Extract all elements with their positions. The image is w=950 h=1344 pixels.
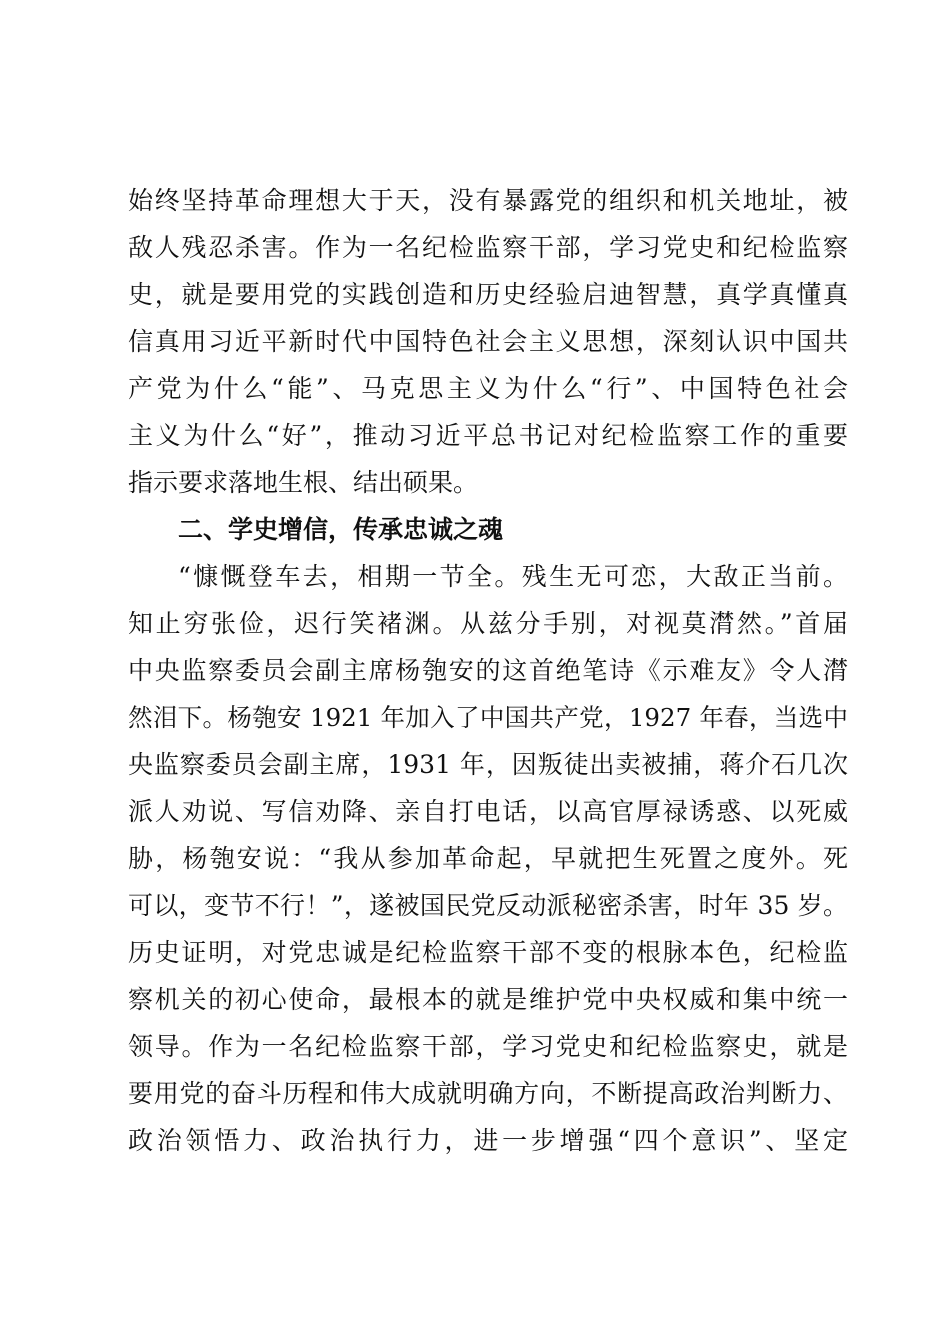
paragraph-line: 知止穷张俭，迟行笑褚渊。从兹分手别，对视莫潸然。”首届 — [128, 609, 848, 638]
paragraph-line: 政治领悟力、政治执行力，进一步增强“四个意识”、坚定 — [128, 1126, 848, 1155]
paragraph-line: 胁，杨匏安说：“我从参加革命起，早就把生死置之度外。死 — [128, 844, 848, 873]
paragraph-line: 中央监察委员会副主席杨匏安的这首绝笔诗《示难友》令人潸 — [128, 656, 848, 685]
paragraph-line: 要用党的奋斗历程和伟大成就明确方向，不断提高政治判断力、 — [128, 1079, 848, 1108]
paragraph-line: 察机关的初心使命，最根本的就是维护党中央权威和集中统一 — [128, 985, 848, 1014]
paragraph-line: 可以，变节不行！”，遂被国民党反动派秘密杀害，时年 35 岁。 — [128, 891, 848, 920]
paragraph-line: 史，就是要用党的实践创造和历史经验启迪智慧，真学真懂真 — [128, 280, 848, 309]
paragraph-line: 然泪下。杨匏安 1921 年加入了中国共产党，1927 年春，当选中 — [128, 703, 848, 732]
paragraph-line: 领导。作为一名纪检监察干部，学习党史和纪检监察史，就是 — [128, 1032, 848, 1061]
paragraph-line: 历史证明，对党忠诚是纪检监察干部不变的根脉本色，纪检监 — [128, 938, 848, 967]
paragraph-line: “慷慨登车去，相期一节全。残生无可恋，大敌正当前。 — [178, 562, 848, 591]
paragraph-line: 派人劝说、写信劝降、亲自打电话，以高官厚禄诱惑、以死威 — [128, 797, 848, 826]
paragraph-line: 始终坚持革命理想大于天，没有暴露党的组织和机关地址，被 — [128, 186, 848, 215]
section-heading: 二、学史增信，传承忠诚之魂 — [178, 515, 504, 544]
paragraph-line: 敌人残忍杀害。作为一名纪检监察干部，学习党史和纪检监察 — [128, 233, 848, 262]
paragraph-line: 信真用习近平新时代中国特色社会主义思想，深刻认识中国共 — [128, 327, 848, 356]
paragraph-line: 央监察委员会副主席，1931 年，因叛徒出卖被捕，蒋介石几次 — [128, 750, 848, 779]
paragraph-line: 产党为什么“能”、马克思主义为什么“行”、中国特色社会 — [128, 374, 848, 403]
paragraph-line: 指示要求落地生根、结出硕果。 — [128, 468, 479, 497]
paragraph-line: 主义为什么“好”，推动习近平总书记对纪检监察工作的重要 — [128, 421, 848, 450]
